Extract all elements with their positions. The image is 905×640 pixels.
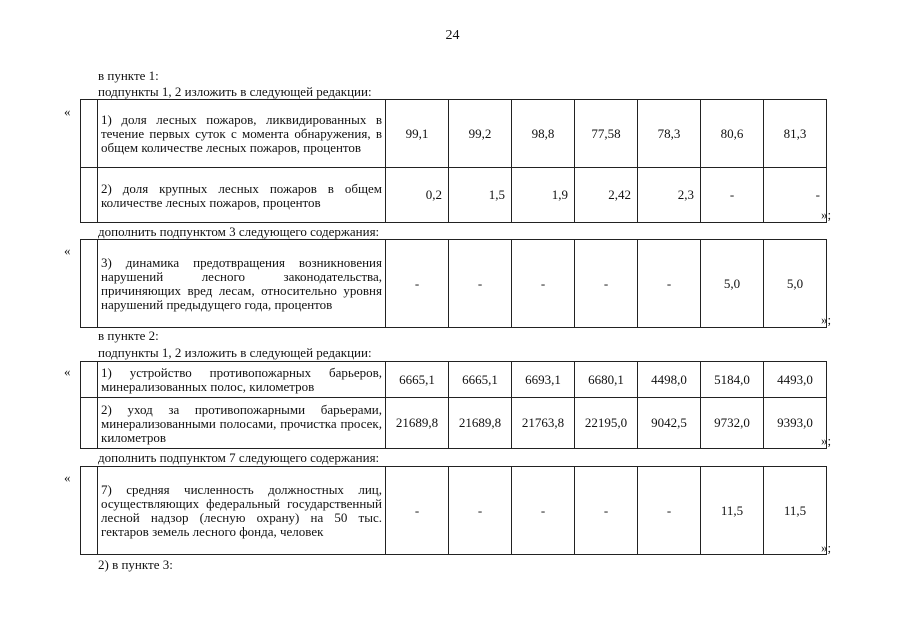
indicator-table-4 [80,466,827,555]
replace-instruction-2: подпункты 1, 2 изложить в следующей редакции: [98,345,372,360]
table-row [81,398,827,449]
table-row [81,168,827,223]
value-cell: 99,1 [386,100,449,168]
value-cell: 6665,1 [386,362,449,398]
value-cell: - [764,168,827,223]
value-cell: - [512,240,575,328]
value-cell: 5,0 [701,240,764,328]
value-cell: 81,3 [764,100,827,168]
value-cell: 1,9 [512,168,575,223]
indicator-table-1 [80,99,827,223]
value-cell: 2,42 [575,168,638,223]
row-description: 7) средняя численность должностных лиц, осуществляющих федеральный государственный лесной надзор (лесную охрану) на 50 тыс. гектаров земель лесного фонда, человек [98,467,386,555]
value-cell: - [701,168,764,223]
value-cell: - [512,467,575,555]
value-cell: 6693,1 [512,362,575,398]
value-cell: 80,6 [701,100,764,168]
value-cell: 9393,0 [764,398,827,449]
table-row [81,467,827,555]
value-cell: - [449,240,512,328]
value-cell: 9042,5 [638,398,701,449]
value-cell: 21689,8 [386,398,449,449]
value-cell: 11,5 [701,467,764,555]
value-cell: 98,8 [512,100,575,168]
quote-open-2: « [64,243,71,258]
value-cell: - [638,467,701,555]
value-cell: - [638,240,701,328]
value-cell: 22195,0 [575,398,638,449]
value-cell: 4498,0 [638,362,701,398]
value-cell: 21763,8 [512,398,575,449]
value-cell: 5,0 [764,240,827,328]
page-number: 24 [445,28,460,43]
value-cell: 9732,0 [701,398,764,449]
value-cell: - [449,467,512,555]
value-cell: 4493,0 [764,362,827,398]
row-description: 3) динамика предотвращения возникновения нарушений лесного законодательства, причиняющих вред лесам, относительно уровня нарушений предыдущего года, процентов [98,240,386,328]
quote-open-1: « [64,104,71,119]
value-cell: 2,3 [638,168,701,223]
value-cell: 11,5 [764,467,827,555]
value-cell: 6680,1 [575,362,638,398]
point-1-heading: в пункте 1: [98,68,159,83]
value-cell: 77,58 [575,100,638,168]
replace-instruction-1: подпункты 1, 2 изложить в следующей редакции: [98,84,372,99]
value-cell: 21689,8 [449,398,512,449]
table-row [81,100,827,168]
row-description: 1) доля лесных пожаров, ликвидированных в течение первых суток с момента обнаружения, в общем количестве лесных пожаров, процентов [98,100,386,168]
value-cell: - [575,467,638,555]
indicator-table-3 [80,361,827,449]
table-row [81,362,827,398]
indicator-table-2 [80,239,827,328]
table-row [81,240,827,328]
value-cell: - [386,467,449,555]
value-cell: 0,2 [386,168,449,223]
add-subitem-7-instruction: дополнить подпунктом 7 следующего содержания: [98,450,380,465]
quote-close-1: »; [821,207,832,222]
value-cell: 1,5 [449,168,512,223]
point-3-heading: 2) в пункте 3: [98,557,173,572]
quote-close-3: »; [821,433,832,448]
point-2-heading: в пункте 2: [98,328,159,343]
value-cell: 99,2 [449,100,512,168]
value-cell: 6665,1 [449,362,512,398]
row-description: 2) уход за противопожарными барьерами, минерализованными полосами, прочистка просек, километров [98,398,386,449]
add-subitem-3-instruction: дополнить подпунктом 3 следующего содержания: [98,224,380,239]
value-cell: - [575,240,638,328]
quote-close-2: »; [821,312,832,327]
quote-open-4: « [64,470,71,485]
value-cell: 78,3 [638,100,701,168]
quote-open-3: « [64,364,71,379]
row-description: 1) устройство противопожарных барьеров, минерализованных полос, километров [98,362,386,398]
value-cell: 5184,0 [701,362,764,398]
value-cell: - [386,240,449,328]
row-description: 2) доля крупных лесных пожаров в общем количестве лесных пожаров, процентов [98,168,386,223]
quote-close-4: »; [821,540,832,555]
